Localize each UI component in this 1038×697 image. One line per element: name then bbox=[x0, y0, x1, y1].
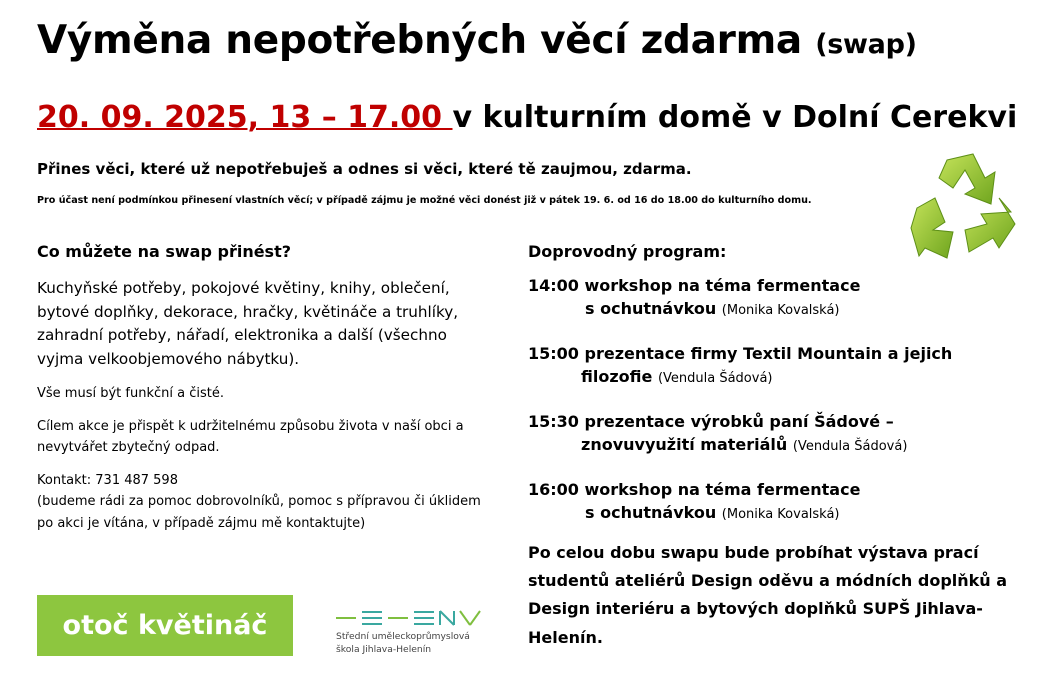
program-item-presenter: (Monika Kovalská) bbox=[721, 302, 840, 318]
event-date: 20. 09. 2025, 13 – 17.00 bbox=[37, 100, 453, 135]
program-item-time-title: 14:00 workshop na téma fermentace bbox=[528, 276, 861, 295]
exhibition-text: Po celou dobu swapu bude probíhat výstava prací studentů ateliérů Design oděvu a módních doplňků a Design interiéru a bytových doplňků SUPŠ Jihlava-Helenín. bbox=[528, 543, 1008, 647]
event-dateline bbox=[37, 100, 1017, 135]
program-item-presenter: (Vendula Šádová) bbox=[792, 438, 908, 454]
program-item bbox=[528, 275, 1008, 322]
otoc-kvetinac-logo: otoč květináč bbox=[37, 595, 293, 656]
goal-text: Cílem akce je přispět k udržitelnému způsobu života v naší obci a nevytvářet zbytečný odpad. bbox=[37, 418, 464, 455]
program-item-presenter: (Monika Kovalská) bbox=[721, 506, 840, 522]
school-logo bbox=[296, 548, 518, 693]
program-item-time-title: 15:00 prezentace firmy Textil Mountain a jejich bbox=[528, 344, 953, 363]
program-item bbox=[528, 479, 1008, 526]
program-item-continuation: s ochutnávkou bbox=[585, 298, 717, 318]
program-item-continuation: s ochutnávkou bbox=[585, 502, 717, 522]
program-heading: Doprovodný program: bbox=[528, 242, 727, 261]
what-to-bring-section bbox=[37, 242, 487, 534]
contact-block bbox=[37, 470, 487, 535]
note-text: Pro účast není podmínkou přinesení vlastních věcí; v případě zájmu je možné věci donést již v pátek 19. 6. od 16 do 18.00 do kulturního domu. bbox=[37, 195, 812, 206]
helenin-mark-icon bbox=[336, 610, 482, 626]
contact-label: Kontakt: 731 487 598 bbox=[37, 472, 178, 488]
program-section bbox=[528, 242, 1008, 652]
title-suffix: (swap) bbox=[815, 29, 917, 60]
program-item-continuation: filozofie bbox=[581, 366, 653, 386]
program-item-time-title: 16:00 workshop na téma fermentace bbox=[528, 480, 861, 499]
what-to-bring-heading: Co můžete na swap přinést? bbox=[37, 242, 292, 261]
program-item bbox=[528, 411, 1008, 458]
program-item-time-title: 15:30 prezentace výrobků paní Šádové – bbox=[528, 412, 894, 431]
event-place: v kulturním domě v Dolní Cerekvi bbox=[452, 100, 1018, 135]
program-item-continuation: znovuvyužití materiálů bbox=[581, 434, 788, 454]
intro-text: Přines věci, které už nepotřebuješ a odnes si věci, které tě zaujmou, zdarma. bbox=[37, 160, 692, 178]
contact-note: (budeme rádi za pomoc dobrovolníků, pomoc s přípravou či úklidem po akci je vítána, v případě zájmu mě kontaktujte) bbox=[37, 494, 481, 531]
condition-text: Vše musí být funkční a čisté. bbox=[37, 386, 224, 401]
school-name: Střední uměleckoprůmyslová škola Jihlava-Helenín bbox=[336, 631, 470, 655]
page-title: Výměna nepotřebných věcí zdarma (swap) bbox=[37, 18, 917, 63]
program-item bbox=[528, 343, 1008, 390]
program-item-presenter: (Vendula Šádová) bbox=[657, 370, 773, 386]
items-text: Kuchyňské potřeby, pokojové květiny, knihy, oblečení, bytové doplňky, dekorace, hračky, květináče a truhlíky, zahradní potřeby, nářadí, elektronika a další (všechno vyjma velkoobjemového nábytku). bbox=[37, 279, 459, 368]
